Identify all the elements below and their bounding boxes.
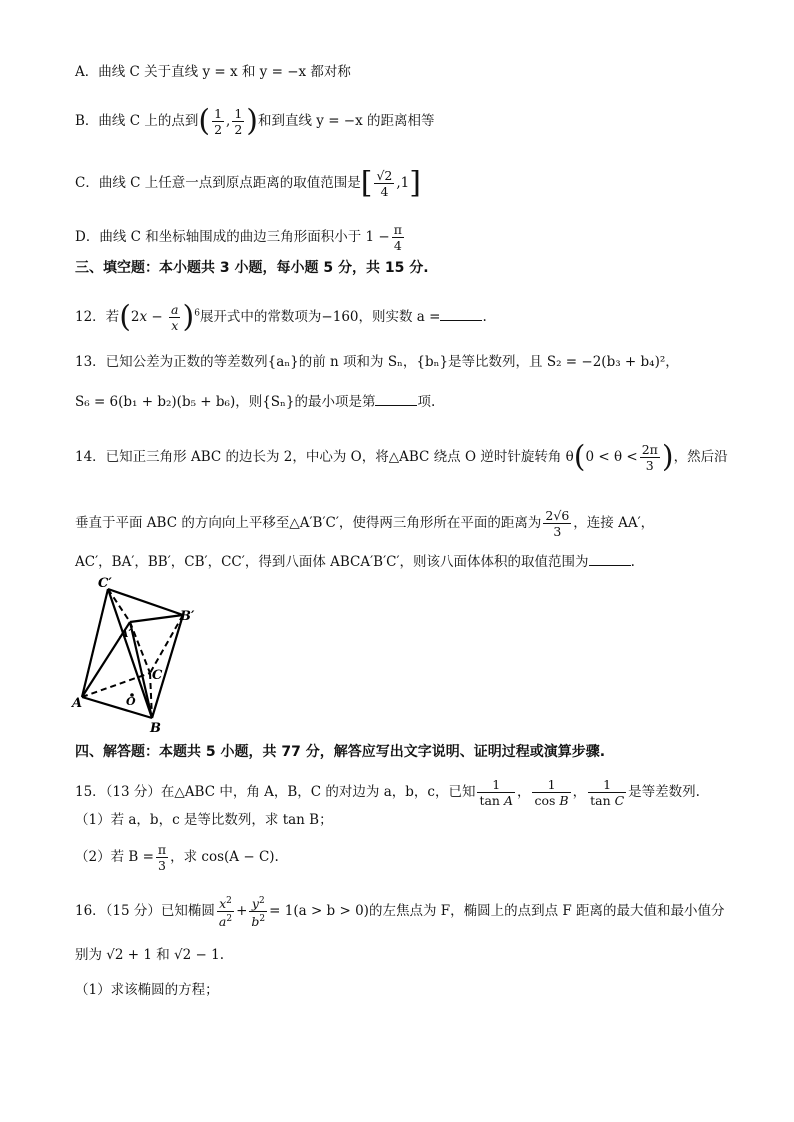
question-15-part1: （1）若 a，b，c 是等比数列，求 tan B； <box>75 812 333 828</box>
section-answer-title: 四、解答题：本题共 5 小题，共 77 分，解答应写出文字说明、证明过程或演算步骤. <box>75 744 606 760</box>
edge-c1-b1 <box>108 589 183 615</box>
option-b-text: B．曲线 C 上的点到 <box>75 113 199 129</box>
label-c1: C′ <box>98 576 112 591</box>
option-c: C．曲线 C 上任意一点到原点距离的取值范围是[ $\frac{√2}{4}$ ,1] <box>75 165 421 201</box>
q15-part2-end: ，求 cos(A − C). <box>170 849 279 865</box>
q16-text: 16．（15 分）已知椭圆 <box>75 903 215 920</box>
option-b: B．曲线 C 上的点到( $\frac{1}{2}$ , $\frac{1}{2}$ )和到直线 y = −x 的距离相等 <box>75 103 435 139</box>
q16-text-mid: = 1(a > b > 0)的左焦点为 F，椭圆上的点到点 F 距离的最大值和最小值分 <box>269 903 725 920</box>
q14-line2-text: 垂直于平面 ABC 的方向向上平移至△A′B′C′，使得两三角形所在平面的距离为 <box>75 515 542 531</box>
label-o: O <box>126 695 136 708</box>
label-a: A <box>72 696 83 711</box>
question-15-line1: 15．（13 分）在△ABC 中，角 A，B，C 的对边为 a，b，c，已知 $\frac{1}{\text{tan A}}$ ， $\frac{1}{\text{cos B}}$ ， $\frac{1}{\text{tan C}}$ 是等差数列. <box>75 777 700 808</box>
question-16-line2: 别为 √2 + 1 和 √2 − 1. <box>75 947 225 963</box>
edge-b1-b <box>152 615 183 718</box>
option-b-text-end: 和到直线 y = −x 的距离相等 <box>257 113 435 129</box>
label-b: B <box>150 721 161 735</box>
question-13-line2 <box>75 392 435 412</box>
label-b1: B′ <box>180 609 195 624</box>
edge-a-b <box>82 697 152 718</box>
q14-line3-end: . <box>630 554 635 570</box>
q13-text: S₆ = 6(b₁ + b₂)(b₅ + b₆)，则{Sₙ}的最小项是第 <box>75 394 376 410</box>
q14-line2-end: ，连接 AA′， <box>573 515 655 531</box>
answer-blank <box>440 307 482 321</box>
edge-a1-b1 <box>130 615 183 622</box>
option-d: D．曲线 C 和坐标轴围成的曲边三角形面积小于 1 − $\frac{\pi}{4}$ <box>75 222 402 253</box>
question-15-part2: （2）若 B = $\frac{\pi}{3}$ ，求 cos(A − C). <box>75 842 279 873</box>
option-d-text: D．曲线 C 和坐标轴围成的曲边三角形面积小于 1 − <box>75 229 390 245</box>
question-14-line1: 14．已知正三角形 ABC 的边长为 2，中心为 O，将△ABC 绕点 O 逆时针旋转角 θ(0 < θ < $\frac{2\pi}{3}$ )，然后沿 <box>75 439 728 475</box>
section-fill-in-title: 三、填空题：本小题共 3 小题，每小题 5 分，共 15 分. <box>75 260 429 276</box>
label-c: C <box>152 668 163 683</box>
question-12: 12．若(2x − $\frac{a}{x}$ )$^6$展开式中的常数项为−160，则实数 a = . <box>75 299 487 335</box>
edge-b1-c <box>150 615 183 673</box>
question-14-line3 <box>75 552 635 572</box>
option-a: A．曲线 C 关于直线 y = x 和 y = −x 都对称 <box>75 64 351 80</box>
question-16-line1: 16．（15 分）已知椭圆 $\frac{x^2}{a^2}$ + $\frac{y^2}{b^2}$ = 1(a > b > 0)的左焦点为 F，椭圆上的点到点 F 距离的最大值和最小值分 <box>75 896 725 930</box>
octahedron-figure <box>70 575 210 735</box>
answer-blank <box>589 552 631 566</box>
q12-end: . <box>482 309 487 325</box>
q15-text-end: 是等差数列. <box>628 784 700 800</box>
answer-blank <box>375 392 417 406</box>
q14-text-end: ，然后沿 <box>673 449 728 465</box>
option-c-text: C．曲线 C 上任意一点到原点距离的取值范围是 <box>75 175 361 191</box>
edge-c1-a <box>82 589 108 697</box>
q12-text-post: 展开式中的常数项为−160，则实数 a = <box>199 309 441 325</box>
q12-text: 12．若 <box>75 309 120 325</box>
q13-end: 项. <box>417 394 436 410</box>
q14-line3-text: AC′，BA′，BB′，CB′，CC′，得到八面体 ABCA′B′C′，则该八面体体积的取值范围为 <box>75 554 589 570</box>
q14-text: 14．已知正三角形 ABC 的边长为 2，中心为 O，将△ABC 绕点 O 逆时针旋转角 θ <box>75 449 574 465</box>
question-13-line1: 13．已知公差为正数的等差数列{aₙ}的前 n 项和为 Sₙ，{bₙ}是等比数列，且 S₂ = −2(b₃ + b₄)²， <box>75 354 679 370</box>
question-14-line2: 垂直于平面 ABC 的方向向上平移至△A′B′C′，使得两三角形所在平面的距离为 $\frac{2√6}{3}$ ，连接 AA′， <box>75 508 655 539</box>
q15-text: 15．（13 分）在△ABC 中，角 A，B，C 的对边为 a，b，c，已知 <box>75 784 476 800</box>
label-a1: A′ <box>120 627 132 640</box>
question-16-part1: （1）求该椭圆的方程； <box>75 982 219 998</box>
q15-part2-text: （2）若 B = <box>75 849 154 865</box>
q14-range: 0 < θ < <box>585 449 638 465</box>
